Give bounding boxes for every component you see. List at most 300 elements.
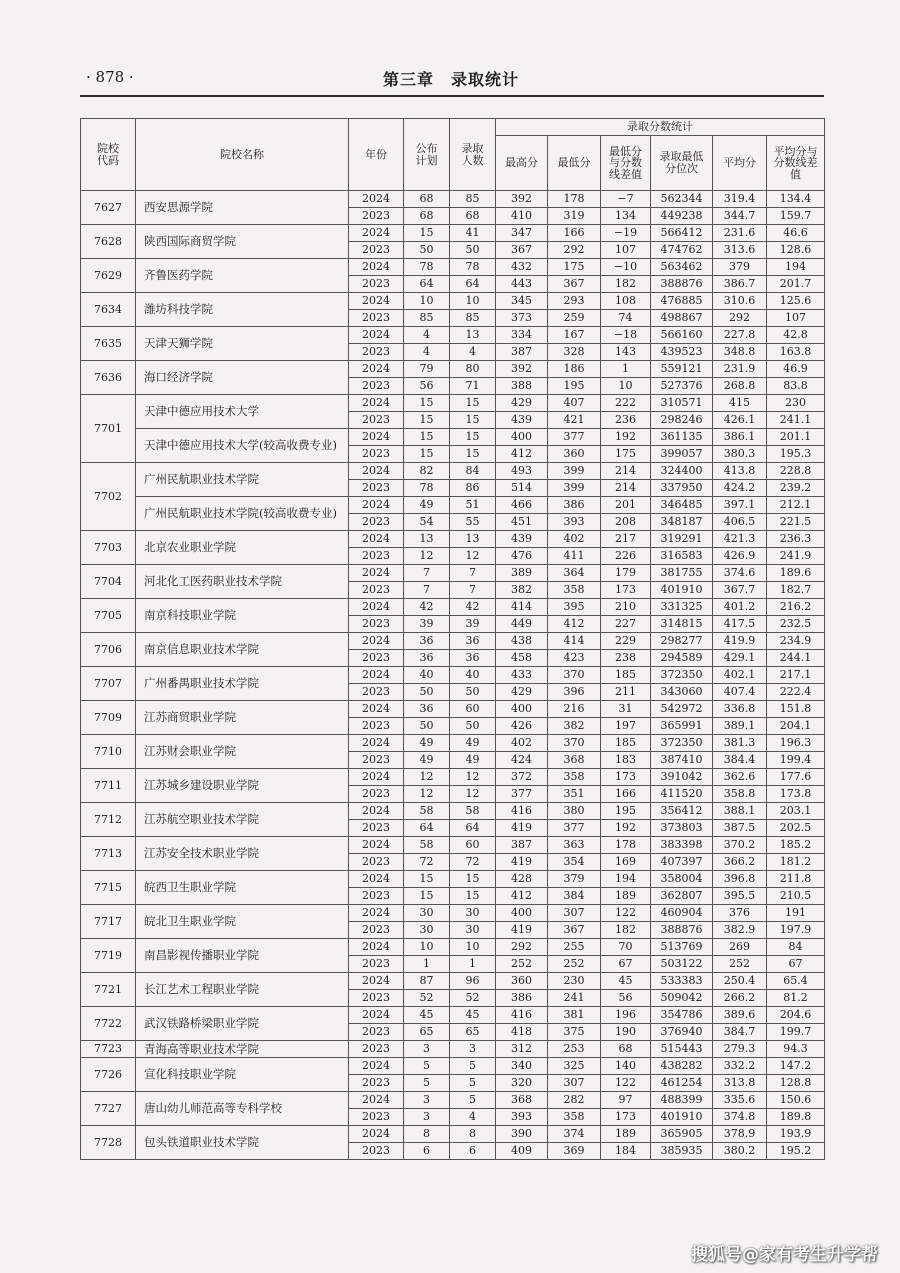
cell-min: 421 [548,412,601,429]
cell-max: 386 [496,990,548,1007]
cell-plan: 10 [404,293,450,310]
cell-avg: 380.2 [713,1143,767,1160]
cell-min-diff: 10 [601,378,651,395]
cell-min: 230 [548,973,601,990]
cell-admitted: 8 [450,1126,496,1143]
cell-year: 2023 [349,548,404,565]
cell-min: 386 [548,497,601,514]
school-code: 7715 [81,871,136,905]
cell-plan: 58 [404,803,450,820]
cell-year: 2023 [349,820,404,837]
cell-year: 2023 [349,854,404,871]
cell-plan: 72 [404,854,450,871]
cell-min: 253 [548,1041,601,1058]
cell-min-diff: 190 [601,1024,651,1041]
cell-avg: 252 [713,956,767,973]
cell-year: 2024 [349,463,404,480]
cell-year: 2024 [349,973,404,990]
school-code: 7636 [81,361,136,395]
cell-min-diff: 236 [601,412,651,429]
cell-min-rank: 438282 [651,1058,713,1075]
cell-min: 360 [548,446,601,463]
header-rule [80,95,824,97]
cell-admitted: 15 [450,429,496,446]
header-name: 院校名称 [136,119,349,191]
cell-avg: 406.5 [713,514,767,531]
school-code: 7634 [81,293,136,327]
school-name: 齐鲁医药学院 [136,259,349,293]
cell-avg-diff: 46.9 [767,361,825,378]
table-row [81,939,825,956]
school-name: 长江艺术工程职业学院 [136,973,349,1007]
school-name: 皖北卫生职业学院 [136,905,349,939]
school-name: 江苏航空职业技术学院 [136,803,349,837]
cell-plan: 78 [404,259,450,276]
table-row [81,1092,825,1109]
school-code: 7723 [81,1041,136,1058]
cell-plan: 36 [404,650,450,667]
cell-plan: 40 [404,667,450,684]
cell-year: 2023 [349,786,404,803]
cell-admitted: 13 [450,327,496,344]
cell-max: 451 [496,514,548,531]
cell-admitted: 58 [450,803,496,820]
cell-min: 375 [548,1024,601,1041]
cell-admitted: 7 [450,565,496,582]
cell-min-rank: 401910 [651,1109,713,1126]
cell-max: 320 [496,1075,548,1092]
cell-min: 393 [548,514,601,531]
cell-min-rank: 509042 [651,990,713,1007]
cell-min-rank: 388876 [651,922,713,939]
cell-avg-diff: 150.6 [767,1092,825,1109]
cell-year: 2023 [349,956,404,973]
cell-min-diff: −7 [601,191,651,208]
cell-min: 374 [548,1126,601,1143]
table-row [81,701,825,718]
school-name: 青海高等职业技术学院 [136,1041,349,1058]
cell-admitted: 96 [450,973,496,990]
cell-plan: 12 [404,786,450,803]
school-code: 7717 [81,905,136,939]
cell-plan: 64 [404,276,450,293]
cell-avg-diff: 147.2 [767,1058,825,1075]
cell-year: 2023 [349,276,404,293]
cell-plan: 49 [404,752,450,769]
cell-max: 433 [496,667,548,684]
cell-avg-diff: 128.8 [767,1075,825,1092]
cell-avg: 227.8 [713,327,767,344]
cell-admitted: 50 [450,718,496,735]
cell-min-rank: 343060 [651,684,713,701]
cell-avg: 424.2 [713,480,767,497]
cell-min-diff: 97 [601,1092,651,1109]
cell-min-rank: 346485 [651,497,713,514]
table-row [81,667,825,684]
cell-min-rank: 515443 [651,1041,713,1058]
cell-avg: 402.1 [713,667,767,684]
cell-avg-diff: 181.2 [767,854,825,871]
cell-year: 2024 [349,939,404,956]
school-name: 陕西国际商贸学院 [136,225,349,259]
cell-avg-diff: 182.7 [767,582,825,599]
cell-year: 2023 [349,378,404,395]
cell-min-diff: 214 [601,463,651,480]
cell-admitted: 15 [450,412,496,429]
cell-min-diff: 189 [601,888,651,905]
school-code: 7629 [81,259,136,293]
cell-max: 389 [496,565,548,582]
cell-avg: 384.7 [713,1024,767,1041]
cell-avg-diff: 201.7 [767,276,825,293]
cell-admitted: 72 [450,854,496,871]
cell-admitted: 30 [450,922,496,939]
cell-min: 358 [548,582,601,599]
cell-avg-diff: 236.3 [767,531,825,548]
cell-min-diff: 140 [601,1058,651,1075]
cell-min-diff: 208 [601,514,651,531]
cell-avg: 426.9 [713,548,767,565]
cell-max: 419 [496,922,548,939]
cell-avg: 421.3 [713,531,767,548]
cell-admitted: 12 [450,548,496,565]
cell-min-rank: 387410 [651,752,713,769]
cell-min: 384 [548,888,601,905]
cell-min-rank: 294589 [651,650,713,667]
cell-plan: 68 [404,208,450,225]
cell-max: 418 [496,1024,548,1041]
cell-avg: 384.4 [713,752,767,769]
header-min: 最低分 [548,136,601,191]
cell-min: 412 [548,616,601,633]
cell-min: 368 [548,752,601,769]
school-name: 海口经济学院 [136,361,349,395]
cell-min-rank: 559121 [651,361,713,378]
chapter-title: 第三章 录取统计 [382,70,519,89]
cell-min-diff: −19 [601,225,651,242]
cell-avg-diff: 189.6 [767,565,825,582]
cell-max: 419 [496,820,548,837]
cell-plan: 13 [404,531,450,548]
cell-min-diff: 189 [601,1126,651,1143]
cell-year: 2024 [349,327,404,344]
cell-year: 2024 [349,395,404,412]
header-min-rank: 录取最低分位次 [651,136,713,191]
school-code: 7719 [81,939,136,973]
cell-admitted: 36 [450,633,496,650]
cell-admitted: 50 [450,684,496,701]
cell-year: 2023 [349,888,404,905]
cell-min-diff: 196 [601,1007,651,1024]
cell-min: 380 [548,803,601,820]
cell-admitted: 52 [450,990,496,1007]
cell-min-diff: 238 [601,650,651,667]
cell-avg-diff: 232.5 [767,616,825,633]
cell-max: 429 [496,684,548,701]
cell-avg-diff: 217.1 [767,667,825,684]
cell-max: 387 [496,837,548,854]
cell-avg-diff: 202.5 [767,820,825,837]
page-header [80,64,822,94]
cell-avg-diff: 197.9 [767,922,825,939]
school-name: 天津中德应用技术大学 [136,395,349,429]
cell-max: 416 [496,803,548,820]
cell-min-diff: 217 [601,531,651,548]
cell-avg: 401.2 [713,599,767,616]
cell-min-diff: 194 [601,871,651,888]
cell-max: 312 [496,1041,548,1058]
cell-min-rank: 348187 [651,514,713,531]
cell-avg-diff: 204.6 [767,1007,825,1024]
cell-max: 334 [496,327,548,344]
cell-min: 411 [548,548,601,565]
cell-max: 443 [496,276,548,293]
cell-avg: 374.6 [713,565,767,582]
table-row [81,429,825,446]
cell-max: 373 [496,310,548,327]
cell-year: 2024 [349,1092,404,1109]
cell-avg: 313.6 [713,242,767,259]
cell-avg-diff: 196.3 [767,735,825,752]
cell-max: 439 [496,531,548,548]
cell-avg-diff: 203.1 [767,803,825,820]
cell-year: 2023 [349,310,404,327]
cell-min-rank: 365905 [651,1126,713,1143]
cell-max: 292 [496,939,548,956]
table-row [81,327,825,344]
cell-max: 426 [496,718,548,735]
school-name: 广州番禺职业技术学院 [136,667,349,701]
cell-year: 2024 [349,667,404,684]
cell-plan: 58 [404,837,450,854]
cell-min-diff: −18 [601,327,651,344]
cell-avg-diff: 84 [767,939,825,956]
cell-min-rank: 372350 [651,667,713,684]
header-score-group: 录取分数统计 [496,119,825,136]
cell-admitted: 13 [450,531,496,548]
table-row [81,599,825,616]
cell-avg: 378.9 [713,1126,767,1143]
cell-avg-diff: 222.4 [767,684,825,701]
cell-max: 432 [496,259,548,276]
cell-min-diff: 1 [601,361,651,378]
cell-min-diff: 67 [601,956,651,973]
cell-plan: 56 [404,378,450,395]
school-code: 7710 [81,735,136,769]
cell-admitted: 5 [450,1092,496,1109]
table-row [81,361,825,378]
cell-avg: 231.9 [713,361,767,378]
cell-avg: 348.8 [713,344,767,361]
school-code: 7706 [81,633,136,667]
cell-min: 293 [548,293,601,310]
cell-min: 399 [548,463,601,480]
table-body [81,191,825,1160]
cell-min: 175 [548,259,601,276]
cell-plan: 54 [404,514,450,531]
cell-min-rank: 388876 [651,276,713,293]
cell-admitted: 41 [450,225,496,242]
cell-max: 439 [496,412,548,429]
cell-admitted: 45 [450,1007,496,1024]
cell-admitted: 36 [450,650,496,667]
cell-avg-diff: 212.1 [767,497,825,514]
cell-min-rank: 391042 [651,769,713,786]
cell-year: 2023 [349,514,404,531]
cell-min: 364 [548,565,601,582]
cell-min: 370 [548,667,601,684]
cell-plan: 1 [404,956,450,973]
cell-plan: 49 [404,735,450,752]
cell-min-rank: 319291 [651,531,713,548]
cell-min-diff: 179 [601,565,651,582]
cell-avg-diff: 159.7 [767,208,825,225]
cell-avg: 379 [713,259,767,276]
cell-min: 407 [548,395,601,412]
cell-max: 419 [496,854,548,871]
cell-max: 410 [496,208,548,225]
cell-avg: 413.8 [713,463,767,480]
school-code: 7702 [81,463,136,531]
cell-min-diff: 45 [601,973,651,990]
cell-min-rank: 316583 [651,548,713,565]
cell-min-diff: 211 [601,684,651,701]
cell-admitted: 65 [450,1024,496,1041]
cell-min-rank: 460904 [651,905,713,922]
school-name: 广州民航职业技术学院(较高收费专业) [136,497,349,531]
cell-min-diff: 185 [601,735,651,752]
cell-min-diff: 192 [601,820,651,837]
cell-avg-diff: 244.1 [767,650,825,667]
cell-min-diff: 107 [601,242,651,259]
table-row [81,1058,825,1075]
cell-admitted: 4 [450,344,496,361]
cell-year: 2023 [349,480,404,497]
school-name: 南京信息职业技术学院 [136,633,349,667]
cell-year: 2024 [349,497,404,514]
cell-max: 429 [496,395,548,412]
cell-year: 2024 [349,1007,404,1024]
table-row [81,837,825,854]
table-row [81,259,825,276]
cell-min: 186 [548,361,601,378]
cell-year: 2024 [349,565,404,582]
table-row [81,1007,825,1024]
cell-admitted: 50 [450,242,496,259]
cell-plan: 79 [404,361,450,378]
cell-avg: 358.8 [713,786,767,803]
cell-plan: 50 [404,242,450,259]
header-avg-diff: 平均分与分数线差值 [767,136,825,191]
cell-avg: 266.2 [713,990,767,1007]
cell-avg: 419.9 [713,633,767,650]
school-name: 南昌影视传播职业学院 [136,939,349,973]
cell-year: 2024 [349,531,404,548]
cell-plan: 15 [404,412,450,429]
cell-min: 379 [548,871,601,888]
cell-admitted: 55 [450,514,496,531]
cell-plan: 5 [404,1075,450,1092]
cell-avg: 388.1 [713,803,767,820]
cell-min-rank: 533383 [651,973,713,990]
cell-min-diff: 68 [601,1041,651,1058]
cell-year: 2023 [349,922,404,939]
cell-max: 493 [496,463,548,480]
cell-avg-diff: 195.2 [767,1143,825,1160]
cell-min-rank: 513769 [651,939,713,956]
cell-admitted: 1 [450,956,496,973]
cell-min-rank: 411520 [651,786,713,803]
cell-min-diff: 226 [601,548,651,565]
cell-min-rank: 298277 [651,633,713,650]
cell-avg-diff: 94.3 [767,1041,825,1058]
cell-max: 514 [496,480,548,497]
cell-plan: 8 [404,1126,450,1143]
cell-min: 307 [548,905,601,922]
cell-year: 2024 [349,1058,404,1075]
cell-min-diff: 122 [601,1075,651,1092]
cell-min: 167 [548,327,601,344]
cell-min: 252 [548,956,601,973]
school-code: 7728 [81,1126,136,1160]
cell-admitted: 5 [450,1058,496,1075]
cell-min-rank: 399057 [651,446,713,463]
cell-min: 369 [548,1143,601,1160]
cell-plan: 39 [404,616,450,633]
cell-min: 178 [548,191,601,208]
table-row [81,395,825,412]
cell-year: 2024 [349,633,404,650]
cell-max: 347 [496,225,548,242]
cell-min: 382 [548,718,601,735]
cell-avg: 231.6 [713,225,767,242]
cell-year: 2023 [349,752,404,769]
cell-min-rank: 401910 [651,582,713,599]
cell-min-rank: 461254 [651,1075,713,1092]
cell-avg: 319.4 [713,191,767,208]
cell-plan: 10 [404,939,450,956]
cell-max: 390 [496,1126,548,1143]
cell-year: 2023 [349,990,404,1007]
cell-min: 396 [548,684,601,701]
cell-year: 2023 [349,1075,404,1092]
cell-plan: 15 [404,446,450,463]
page-number: · 878 · [86,68,134,86]
cell-min-rank: 527376 [651,378,713,395]
cell-min: 259 [548,310,601,327]
cell-avg: 389.1 [713,718,767,735]
cell-max: 402 [496,735,548,752]
cell-min-rank: 337950 [651,480,713,497]
cell-max: 412 [496,446,548,463]
cell-avg-diff: 194 [767,259,825,276]
cell-avg: 269 [713,939,767,956]
cell-max: 449 [496,616,548,633]
cell-min: 166 [548,225,601,242]
cell-max: 388 [496,378,548,395]
cell-plan: 3 [404,1041,450,1058]
cell-year: 2023 [349,1041,404,1058]
cell-min: 423 [548,650,601,667]
cell-min-diff: 122 [601,905,651,922]
cell-avg: 426.1 [713,412,767,429]
cell-max: 252 [496,956,548,973]
cell-max: 400 [496,701,548,718]
school-name: 天津中德应用技术大学(较高收费专业) [136,429,349,463]
school-code: 7726 [81,1058,136,1092]
cell-min-diff: 173 [601,582,651,599]
cell-avg-diff: 83.8 [767,378,825,395]
